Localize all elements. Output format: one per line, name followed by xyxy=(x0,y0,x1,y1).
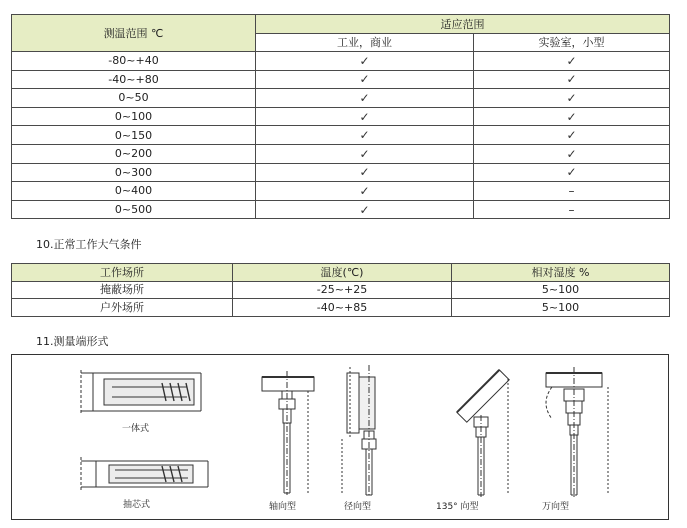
table-row xyxy=(12,70,670,89)
range-cell: -80~+40 xyxy=(12,52,256,71)
lab-cell: – xyxy=(474,200,670,219)
range-column-header: 测温范围 ℃ xyxy=(12,15,256,52)
integral-type-drawing xyxy=(81,370,201,415)
industrial-cell: ✓ xyxy=(256,200,474,219)
core-pulling-type-drawing xyxy=(81,457,208,491)
industrial-cell: ✓ xyxy=(256,126,474,145)
table-row xyxy=(12,281,670,299)
industrial-cell: ✓ xyxy=(256,70,474,89)
table-row xyxy=(12,144,670,163)
table-row xyxy=(12,182,670,201)
workplace-cell: 户外场所 xyxy=(12,299,233,317)
range-cell: 0~400 xyxy=(12,182,256,201)
temperature-header: 温度(℃) xyxy=(233,264,452,282)
lab-cell: ✓ xyxy=(474,70,670,89)
range-cell: 0~100 xyxy=(12,107,256,126)
angle-135-type-label: 135° 向型 xyxy=(436,502,479,512)
lab-cell: ✓ xyxy=(474,163,670,182)
industrial-column-header: 工业，商业 xyxy=(256,34,474,52)
table-row xyxy=(12,107,670,126)
measuring-range-table xyxy=(11,14,670,219)
axial-type-drawing xyxy=(262,371,314,495)
universal-type-drawing xyxy=(546,367,608,497)
application-group-header: 适应范围 xyxy=(256,15,670,34)
table-row xyxy=(12,299,670,317)
diagram-drawings xyxy=(12,355,668,519)
table-row xyxy=(12,126,670,145)
range-cell: 0~300 xyxy=(12,163,256,182)
lab-column-header: 实验室，小型 xyxy=(474,34,670,52)
lab-cell: ✓ xyxy=(474,107,670,126)
lab-cell: ✓ xyxy=(474,52,670,71)
universal-type-label: 万向型 xyxy=(542,502,570,512)
lab-cell: ✓ xyxy=(474,144,670,163)
temperature-cell: -25~+25 xyxy=(233,281,452,299)
industrial-cell: ✓ xyxy=(256,163,474,182)
section-11-title: 11.测量端形式 xyxy=(36,335,109,348)
humidity-header: 相对湿度 % xyxy=(452,264,670,282)
workplace-cell: 掩蔽场所 xyxy=(12,281,233,299)
core-pulling-type-label: 抽芯式 xyxy=(123,500,151,510)
industrial-cell: ✓ xyxy=(256,182,474,201)
humidity-cell: 5~100 xyxy=(452,299,670,317)
temperature-cell: -40~+85 xyxy=(233,299,452,317)
measuring-end-diagrams xyxy=(11,354,669,520)
axial-type-label: 轴向型 xyxy=(269,502,297,512)
lab-cell: ✓ xyxy=(474,89,670,108)
range-cell: 0~50 xyxy=(12,89,256,108)
industrial-cell: ✓ xyxy=(256,107,474,126)
lab-cell: – xyxy=(474,182,670,201)
table-row xyxy=(12,200,670,219)
range-cell: 0~500 xyxy=(12,200,256,219)
range-cell: 0~200 xyxy=(12,144,256,163)
section-10-title: 10.正常工作大气条件 xyxy=(36,238,142,251)
integral-type-label: 一体式 xyxy=(122,424,150,434)
table-row xyxy=(12,163,670,182)
industrial-cell: ✓ xyxy=(256,144,474,163)
range-cell: 0~150 xyxy=(12,126,256,145)
industrial-cell: ✓ xyxy=(256,89,474,108)
industrial-cell: ✓ xyxy=(256,52,474,71)
table-row xyxy=(12,52,670,71)
radial-type-label: 径向型 xyxy=(344,502,372,512)
humidity-cell: 5~100 xyxy=(452,281,670,299)
atmospheric-conditions-table xyxy=(11,263,670,317)
workplace-header: 工作场所 xyxy=(12,264,233,282)
lab-cell: ✓ xyxy=(474,126,670,145)
radial-type-drawing xyxy=(342,365,376,497)
range-cell: -40~+80 xyxy=(12,70,256,89)
angle-135-type-drawing xyxy=(457,370,509,497)
table-row xyxy=(12,89,670,108)
